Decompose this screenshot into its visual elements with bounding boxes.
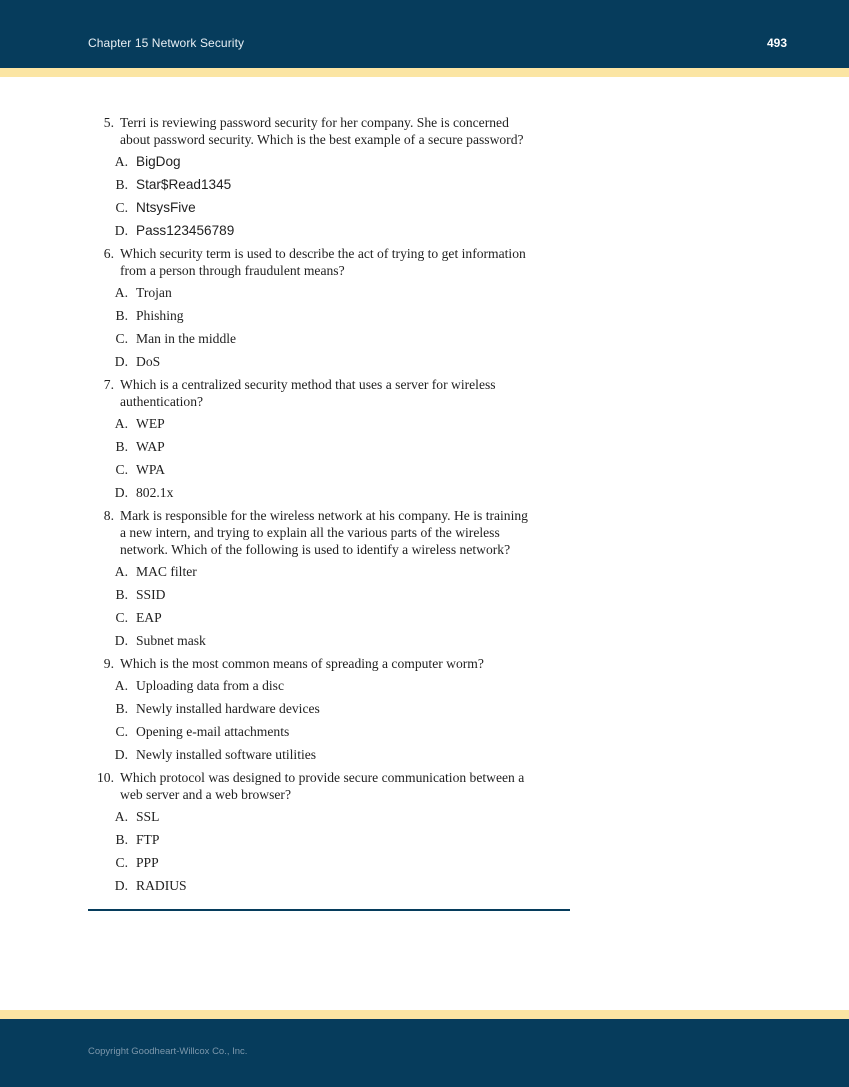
- answer-option: [88, 831, 570, 854]
- option-text: MAC filter: [136, 564, 197, 579]
- option-letter: B.: [115, 587, 128, 602]
- answer-option: [88, 199, 570, 222]
- answer-option: [88, 484, 570, 507]
- option-text: Star$Read1345: [136, 177, 232, 192]
- answer-option: [88, 586, 570, 609]
- question-number: 7.: [103, 377, 114, 392]
- option-letter: D.: [114, 354, 128, 369]
- answer-option: [88, 284, 570, 307]
- question-10: [88, 769, 570, 900]
- option-text: WEP: [136, 416, 165, 431]
- answer-option: [88, 153, 570, 176]
- option-letter: A.: [114, 416, 128, 431]
- option-letter: A.: [114, 285, 128, 300]
- question-8: [88, 507, 570, 655]
- option-letter: B.: [115, 832, 128, 847]
- option-letter: A.: [114, 564, 128, 579]
- question-text-line: about password security. Which is the best example of a secure password?: [120, 132, 524, 147]
- page-number: 493: [766, 36, 787, 50]
- answer-option: [88, 461, 570, 484]
- page-header: [0, 0, 849, 68]
- option-text: Opening e-mail attachments: [136, 724, 290, 739]
- footer-accent-stripe: [0, 1010, 849, 1019]
- option-letter: A.: [114, 809, 128, 824]
- option-text: Uploading data from a disc: [136, 678, 284, 693]
- option-letter: C.: [115, 855, 128, 870]
- question-7: [88, 376, 570, 507]
- answer-option: [88, 854, 570, 877]
- option-text: NtsysFive: [136, 200, 196, 215]
- question-text-line: authentication?: [120, 394, 204, 409]
- answer-option: [88, 632, 570, 655]
- answer-option: [88, 222, 570, 245]
- question-text-line: Mark is responsible for the wireless network at his company. He is training: [120, 508, 528, 523]
- answer-option: [88, 563, 570, 586]
- answer-option: [88, 307, 570, 330]
- option-text: Subnet mask: [136, 633, 206, 648]
- option-text: EAP: [136, 610, 162, 625]
- option-letter: C.: [115, 610, 128, 625]
- option-letter: B.: [115, 701, 128, 716]
- option-letter: D.: [114, 878, 128, 893]
- question-text-line: web server and a web browser?: [120, 787, 291, 802]
- answer-option: [88, 746, 570, 769]
- copyright-notice: Copyright Goodheart-Willcox Co., Inc.: [88, 1046, 248, 1057]
- option-text: BigDog: [136, 154, 181, 169]
- question-number: 8.: [103, 508, 114, 523]
- option-text: Newly installed software utilities: [136, 747, 317, 762]
- answer-option: [88, 609, 570, 632]
- section-end-rule: [88, 909, 570, 911]
- option-letter: D.: [114, 223, 128, 238]
- option-text: 802.1x: [136, 485, 174, 500]
- option-text: Newly installed hardware devices: [136, 701, 320, 716]
- option-letter: D.: [114, 747, 128, 762]
- answer-option: [88, 176, 570, 199]
- question-5: [88, 114, 570, 245]
- answer-option: [88, 438, 570, 461]
- option-text: Pass123456789: [136, 223, 235, 238]
- option-letter: C.: [115, 200, 128, 215]
- questions-list: [88, 114, 570, 900]
- answer-option: [88, 330, 570, 353]
- option-text: Man in the middle: [136, 331, 237, 346]
- question-9: [88, 655, 570, 769]
- option-letter: C.: [115, 724, 128, 739]
- option-letter: D.: [114, 485, 128, 500]
- answer-option: [88, 723, 570, 746]
- answer-option: [88, 677, 570, 700]
- answer-option: [88, 877, 570, 900]
- option-text: Phishing: [136, 308, 184, 323]
- question-text-line: Which is the most common means of spreading a computer worm?: [120, 656, 484, 671]
- answer-option: [88, 808, 570, 831]
- option-letter: D.: [114, 633, 128, 648]
- option-text: PPP: [136, 855, 159, 870]
- option-letter: A.: [114, 154, 128, 169]
- answer-option: [88, 700, 570, 723]
- question-number: 10.: [97, 770, 114, 785]
- option-letter: C.: [115, 462, 128, 477]
- question-number: 5.: [103, 115, 114, 130]
- question-text-line: Which is a centralized security method that uses a server for wireless: [120, 377, 496, 392]
- question-text-line: Which protocol was designed to provide secure communication between a: [120, 770, 525, 785]
- option-text: WAP: [136, 439, 165, 454]
- option-letter: A.: [114, 678, 128, 693]
- header-accent-stripe: [0, 68, 849, 77]
- question-text-line: Terri is reviewing password security for her company. She is concerned: [120, 115, 509, 130]
- option-text: FTP: [136, 832, 160, 847]
- option-text: SSID: [136, 587, 166, 602]
- answer-option: [88, 353, 570, 376]
- chapter-title: Chapter 15 Network Security: [88, 36, 245, 50]
- question-text-line: a new intern, and trying to explain all the various parts of the wireless: [120, 525, 500, 540]
- answer-option: [88, 415, 570, 438]
- question-number: 9.: [103, 656, 114, 671]
- option-text: RADIUS: [136, 878, 187, 893]
- option-text: WPA: [136, 462, 165, 477]
- question-6: [88, 245, 570, 376]
- option-letter: B.: [115, 177, 128, 192]
- question-text-line: network. Which of the following is used to identify a wireless network?: [120, 542, 511, 557]
- question-text-line: Which security term is used to describe the act of trying to get information: [120, 246, 526, 261]
- option-text: SSL: [136, 809, 160, 824]
- option-text: Trojan: [136, 285, 172, 300]
- question-text-line: from a person through fraudulent means?: [120, 263, 345, 278]
- question-number: 6.: [103, 246, 114, 261]
- option-letter: C.: [115, 331, 128, 346]
- option-letter: B.: [115, 308, 128, 323]
- option-text: DoS: [136, 354, 161, 369]
- option-letter: B.: [115, 439, 128, 454]
